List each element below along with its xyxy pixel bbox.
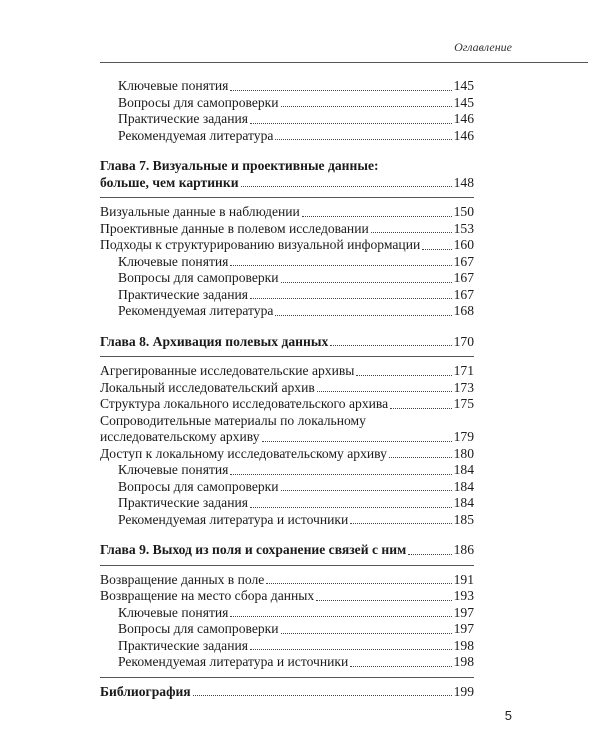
chapter-7-title-line2: больше, чем картинки [100, 174, 239, 190]
toc-entry-page: 185 [453, 511, 474, 527]
toc-entry-label: Рекомендуемая литература и источники [118, 511, 349, 527]
leader-dots [389, 456, 452, 458]
toc-entry-page: 167 [453, 286, 474, 302]
toc-entry-label: Практические задания [118, 111, 248, 126]
chapter-divider [100, 356, 474, 357]
chapter-divider [100, 565, 474, 566]
leader-dots [350, 665, 451, 667]
toc-entry[interactable] [100, 654, 474, 671]
toc-entry-label: Доступ к локальному исследовательскому архиву [100, 445, 387, 461]
bibliography-page: 199 [453, 683, 474, 699]
toc-entry-page: 198 [453, 654, 474, 669]
leader-dots [230, 615, 451, 617]
toc-entry-page: 184 [453, 478, 474, 494]
toc-entry-page: 175 [453, 396, 474, 411]
toc-entry-page: 167 [453, 253, 474, 269]
chapter-9-page: 186 [453, 542, 474, 557]
spacer [100, 144, 474, 158]
toc-entry[interactable] [100, 78, 474, 95]
leader-dots [250, 122, 452, 124]
leader-dots [281, 105, 452, 107]
toc-entry[interactable] [100, 303, 474, 320]
leader-dots [241, 185, 452, 187]
leader-dots [317, 390, 452, 392]
toc-entry-page: 160 [453, 237, 474, 252]
toc-entry[interactable] [100, 572, 474, 589]
leader-dots [371, 231, 452, 233]
toc-entry-page: 184 [453, 495, 474, 510]
bibliography-title: Библиография [100, 683, 191, 699]
toc-entry[interactable] [100, 111, 474, 128]
chapter-8-title: Глава 8. Архивация полевых данных [100, 333, 329, 349]
toc-entry-page: 191 [453, 571, 474, 587]
toc-entry[interactable] [100, 429, 474, 446]
toc-entry-page: 197 [453, 621, 474, 636]
toc-entry-page: 184 [453, 462, 474, 477]
toc-entry-label: Структура локального исследовательского архива [100, 396, 389, 411]
toc-entry-label: Проективные данные в полевом исследовании [100, 220, 369, 236]
toc-entry-label: исследовательскому архиву [100, 429, 260, 444]
chapter-8-page: 170 [453, 333, 474, 349]
toc-entry[interactable] [100, 380, 474, 397]
toc-entry-label: Локальный исследовательский архив [100, 379, 315, 395]
chapter-divider [100, 197, 474, 198]
toc-entry[interactable] [100, 270, 474, 287]
leader-dots [275, 138, 451, 140]
toc-entry-label: Возвращение данных в поле [100, 571, 265, 587]
toc-entry-line1[interactable]: Сопроводительные материалы по локальному [100, 412, 366, 428]
toc-entry[interactable] [100, 479, 474, 496]
toc-entry[interactable] [100, 446, 474, 463]
toc-entry-label: Агрегированные исследовательские архивы [100, 363, 355, 378]
toc-entry-label: Ключевые понятия [118, 253, 229, 269]
leader-dots [356, 374, 451, 376]
chapter-8-entry[interactable] [100, 334, 474, 351]
leader-dots [275, 314, 451, 316]
leader-dots [230, 473, 451, 475]
chapter-7-page: 148 [453, 174, 474, 190]
toc-entry-page: 145 [453, 94, 474, 110]
toc-entry[interactable] [100, 254, 474, 271]
leader-dots [316, 599, 451, 601]
toc-entry-page: 171 [453, 363, 474, 378]
table-of-contents [100, 78, 474, 700]
toc-entry[interactable] [100, 237, 474, 254]
toc-entry-page: 197 [453, 604, 474, 620]
toc-entry[interactable] [100, 128, 474, 145]
toc-entry-label: Рекомендуемая литература [118, 127, 274, 143]
toc-entry[interactable] [100, 287, 474, 304]
toc-entry[interactable] [100, 621, 474, 638]
toc-entry-page: 193 [453, 588, 474, 603]
toc-entry[interactable] [100, 512, 474, 529]
toc-entry-page: 173 [453, 379, 474, 395]
leader-dots [422, 248, 451, 250]
toc-entry-label: Возвращение на место сбора данных [100, 588, 315, 603]
page-number: 5 [504, 708, 512, 723]
toc-entry-page: 145 [453, 78, 474, 93]
toc-entry-label: Вопросы для самопроверки [118, 478, 279, 494]
toc-entry-label: Вопросы для самопроверки [118, 270, 279, 285]
chapter-9-title: Глава 9. Выход из поля и сохранение связей с ним [100, 542, 407, 557]
toc-entry-label: Рекомендуемая литература [118, 303, 274, 318]
toc-entry[interactable] [100, 638, 474, 655]
header-rule [100, 62, 588, 63]
toc-entry[interactable] [100, 396, 474, 413]
leader-dots [281, 281, 452, 283]
leader-dots [250, 506, 452, 508]
leader-dots [330, 344, 451, 346]
spacer [100, 320, 474, 334]
toc-entry[interactable] [100, 462, 474, 479]
toc-entry-label: Практические задания [118, 286, 248, 302]
toc-entry-label: Ключевые понятия [118, 604, 229, 620]
running-header: Оглавление [454, 40, 512, 54]
leader-dots [230, 89, 451, 91]
chapter-9-entry[interactable] [100, 542, 474, 559]
bibliography-entry[interactable] [100, 684, 474, 701]
leader-dots [250, 648, 452, 650]
toc-entry-label: Ключевые понятия [118, 462, 229, 477]
leader-dots [262, 440, 452, 442]
section-divider [100, 677, 474, 678]
toc-entry-page: 179 [453, 429, 474, 444]
leader-dots [266, 582, 451, 584]
toc-entry-label: Вопросы для самопроверки [118, 621, 279, 636]
toc-entry[interactable] [100, 605, 474, 622]
toc-entry-label: Подходы к структурированию визуальной информации [100, 237, 421, 252]
toc-entry-page: 150 [453, 204, 474, 219]
toc-entry-page: 198 [453, 637, 474, 653]
toc-entry[interactable] [100, 95, 474, 112]
toc-entry-page: 153 [453, 220, 474, 236]
leader-dots [390, 407, 451, 409]
spacer [100, 528, 474, 542]
chapter-7-entry[interactable] [100, 175, 474, 192]
toc-entry-page: 146 [453, 111, 474, 126]
toc-entry[interactable] [100, 588, 474, 605]
leader-dots [193, 694, 452, 696]
toc-entry-label: Ключевые понятия [118, 78, 229, 93]
toc-entry-page: 180 [453, 445, 474, 461]
leader-dots [281, 632, 452, 634]
toc-entry-label: Вопросы для самопроверки [118, 94, 279, 110]
toc-entry[interactable] [100, 204, 474, 221]
toc-entry-label: Практические задания [118, 495, 248, 510]
chapter-7-title-line1[interactable]: Глава 7. Визуальные и проективные данные: [100, 158, 379, 173]
leader-dots [302, 215, 452, 217]
leader-dots [250, 297, 452, 299]
leader-dots [408, 553, 451, 555]
toc-entry[interactable] [100, 495, 474, 512]
toc-entry-page: 146 [453, 127, 474, 143]
toc-entry-label: Практические задания [118, 637, 248, 653]
leader-dots [350, 522, 451, 524]
toc-entry-label: Рекомендуемая литература и источники [118, 654, 349, 669]
toc-entry[interactable] [100, 363, 474, 380]
toc-entry-page: 168 [453, 303, 474, 318]
leader-dots [281, 489, 452, 491]
toc-entry[interactable] [100, 221, 474, 238]
toc-entry-page: 167 [453, 270, 474, 285]
leader-dots [230, 264, 451, 266]
toc-entry-label: Визуальные данные в наблюдении [100, 204, 300, 219]
